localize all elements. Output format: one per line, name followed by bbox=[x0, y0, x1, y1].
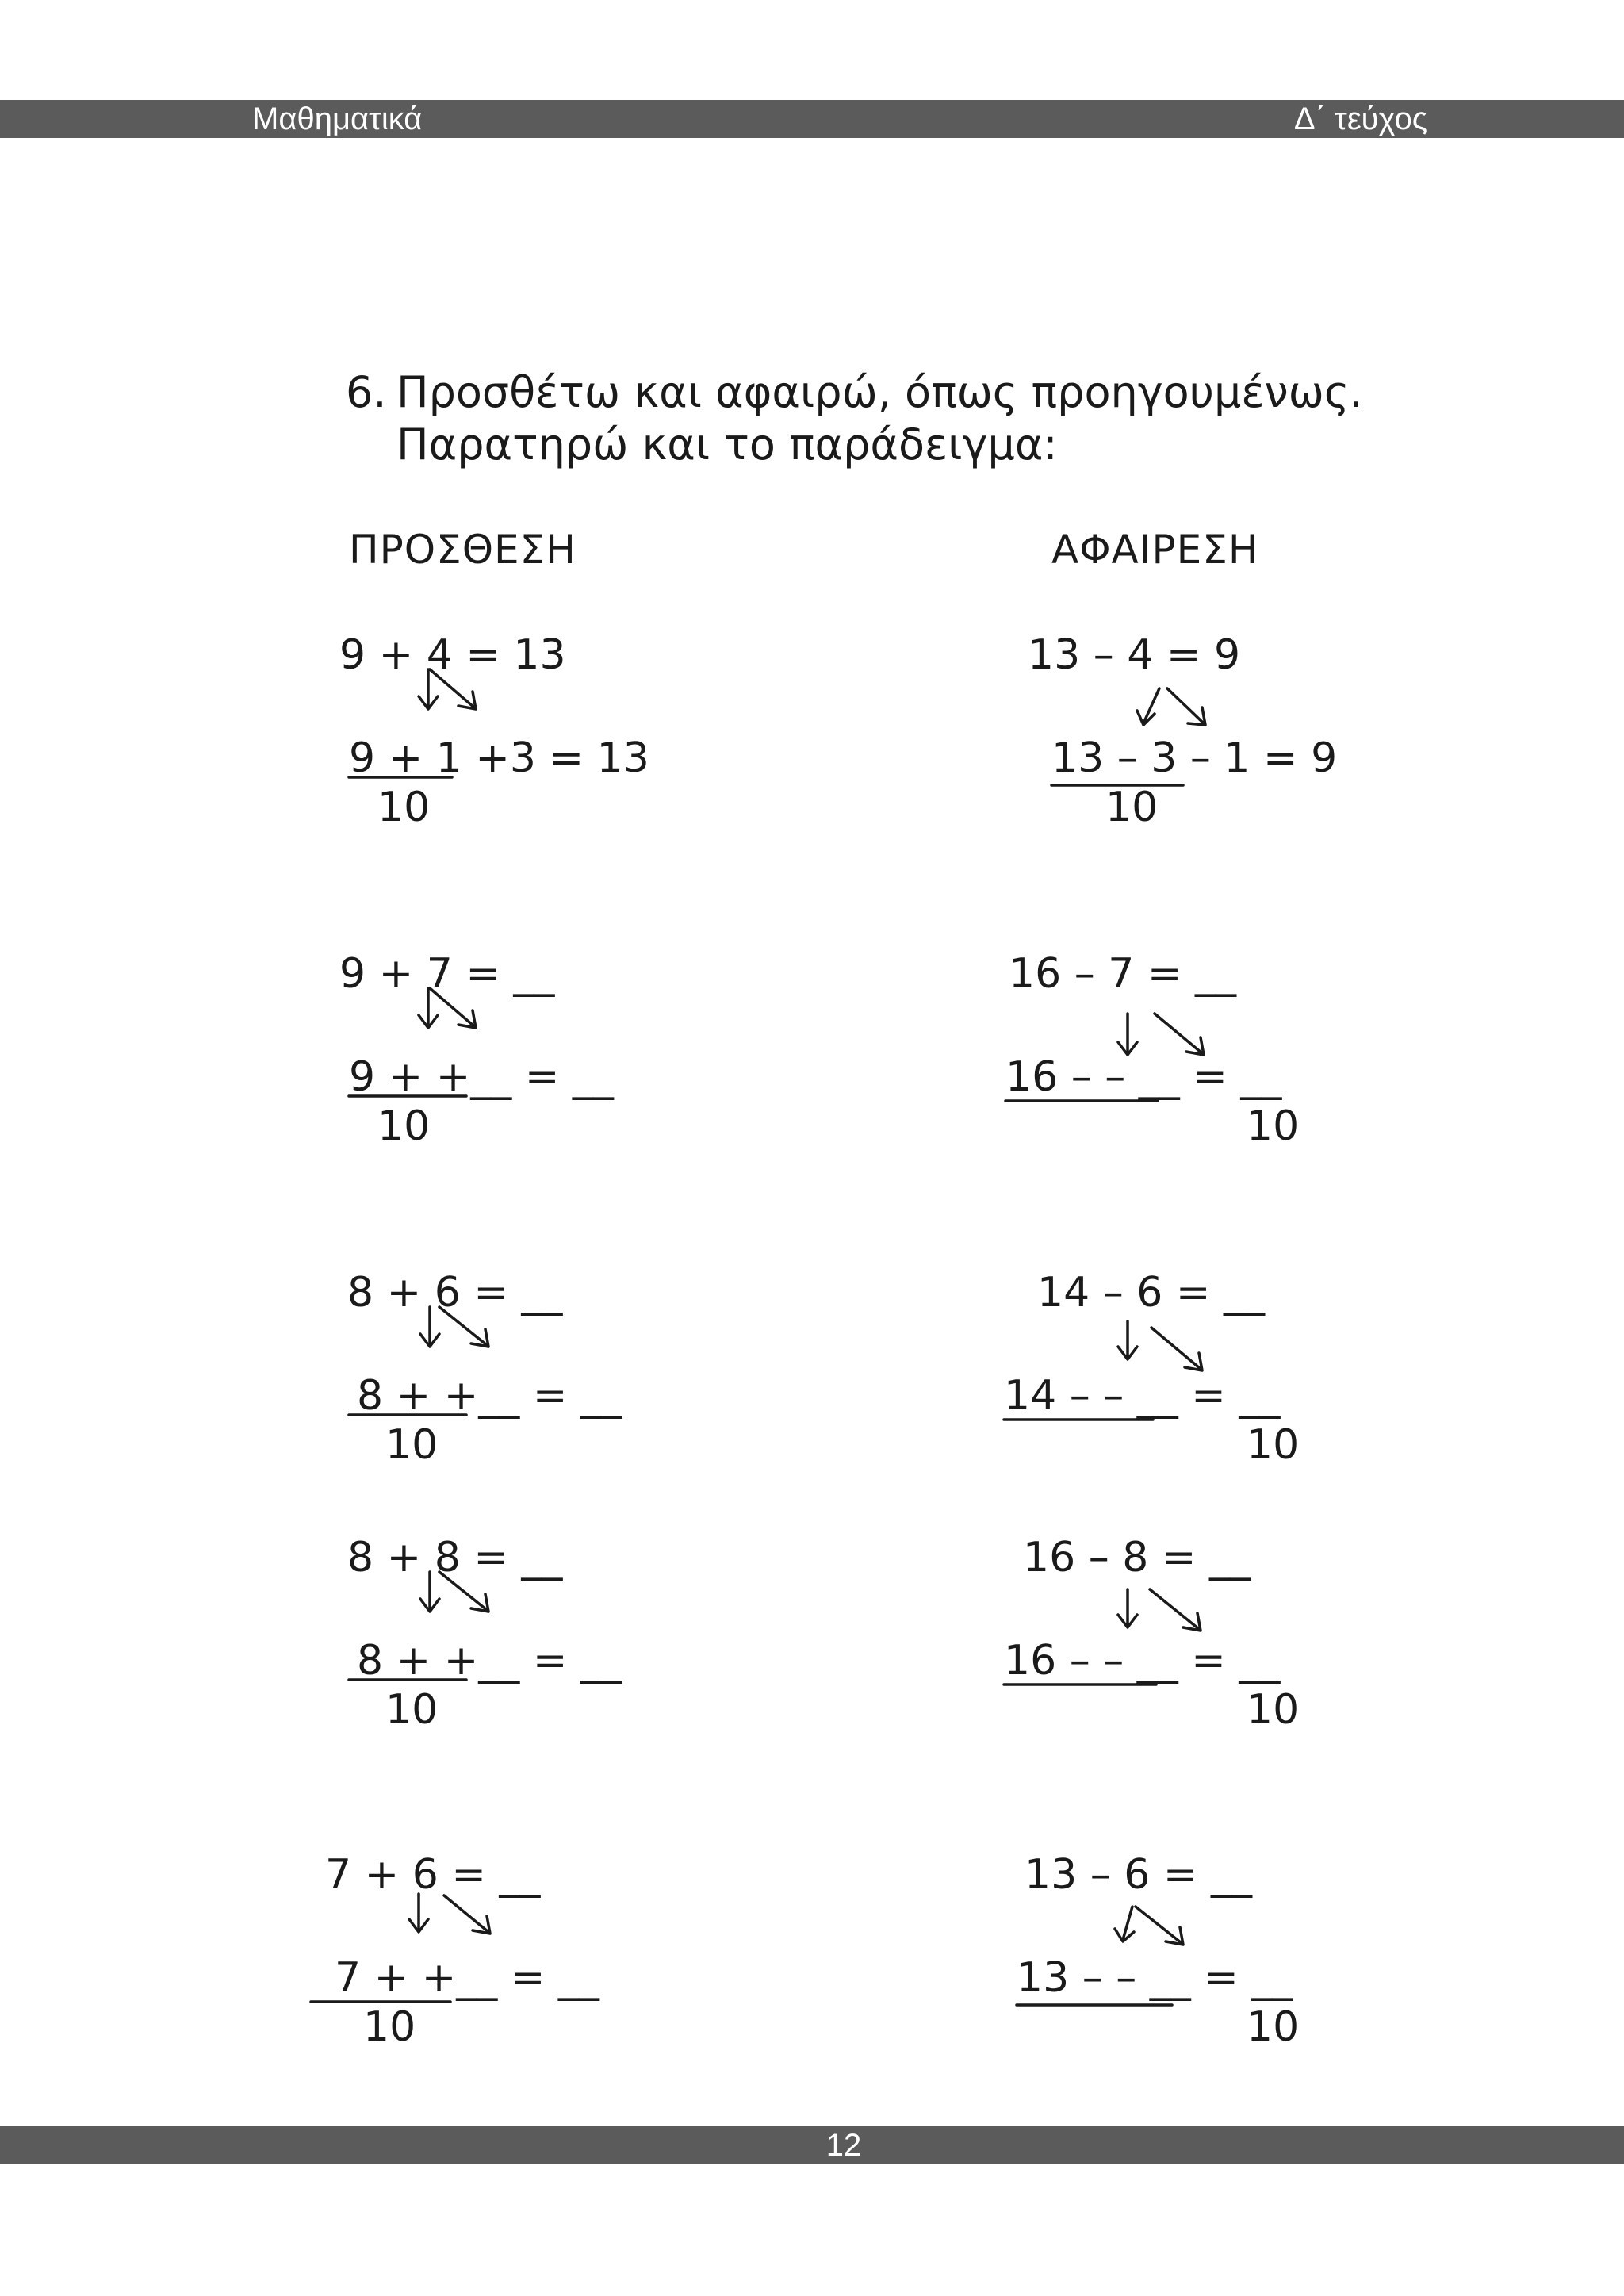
equation: 8 + 6 = __ bbox=[347, 1269, 563, 1317]
decomposition: 16 – – __ = __ bbox=[1004, 1637, 1281, 1685]
subtraction-exercise bbox=[1017, 1851, 1469, 2092]
decomposition: 13 – 3 – 1 = 9 bbox=[1051, 734, 1338, 782]
equation: 9 + 7 = __ bbox=[339, 950, 555, 998]
subtraction-exercise bbox=[1004, 1269, 1481, 1510]
instruction-line-1: Προσθέτω και αφαιρώ, όπως προηγουμένως. bbox=[396, 367, 1363, 417]
split-arrows bbox=[1025, 1851, 1469, 2092]
subtotal: 10 bbox=[363, 2003, 416, 2051]
footer-bar bbox=[0, 2126, 1624, 2164]
exercise-number: 6. bbox=[346, 367, 387, 417]
subtotal: 10 bbox=[1247, 1102, 1300, 1150]
issue-label: Δ΄ τεύχος bbox=[1293, 102, 1427, 136]
decomposition: 7 + +__ = __ bbox=[335, 1954, 599, 2002]
header-bar bbox=[0, 100, 1624, 138]
subtotal: 10 bbox=[1247, 1686, 1300, 1734]
equation: 9 + 4 = 13 bbox=[339, 631, 566, 679]
addition-exercise bbox=[339, 950, 783, 1191]
page-number: 12 bbox=[825, 2128, 862, 2163]
equation: 7 + 6 = __ bbox=[325, 1851, 541, 1899]
subtotal: 10 bbox=[385, 1421, 439, 1469]
equation: 16 – 7 = __ bbox=[1009, 950, 1236, 998]
addition-exercise bbox=[347, 1269, 791, 1510]
addition-exercise bbox=[347, 1534, 791, 1775]
subject-title: Μαθηματικά bbox=[252, 102, 423, 136]
subtraction-exercise bbox=[1005, 950, 1453, 1191]
instruction-line-2: Παρατηρώ και το παράδειγμα: bbox=[396, 420, 1058, 470]
decomposition: 8 + +__ = __ bbox=[357, 1637, 622, 1685]
decomposition: 14 – – __ = __ bbox=[1004, 1372, 1281, 1420]
equation: 14 – 6 = __ bbox=[1037, 1269, 1265, 1317]
equation: 13 – 4 = 9 bbox=[1028, 631, 1241, 679]
split-arrows bbox=[1009, 950, 1453, 1191]
subtotal: 10 bbox=[1247, 2003, 1300, 2051]
split-arrows bbox=[1028, 631, 1472, 872]
equation: 8 + 8 = __ bbox=[347, 1534, 563, 1581]
subtraction-example bbox=[1028, 631, 1472, 872]
addition-example bbox=[339, 631, 783, 872]
addition-heading: ΠΡΟΣΘΕΣΗ bbox=[349, 527, 576, 573]
subtotal: 10 bbox=[1105, 784, 1159, 831]
subtraction-heading: ΑΦΑΙΡΕΣΗ bbox=[1051, 527, 1259, 573]
split-arrows bbox=[1023, 1534, 1467, 1775]
split-arrows bbox=[347, 1269, 791, 1510]
subtotal: 10 bbox=[1247, 1421, 1300, 1469]
split-arrows bbox=[347, 1534, 791, 1775]
subtotal: 10 bbox=[377, 784, 431, 831]
equation: 13 – 6 = __ bbox=[1025, 1851, 1252, 1899]
equation: 16 – 8 = __ bbox=[1023, 1534, 1251, 1581]
decomposition: 16 – – __ = __ bbox=[1005, 1053, 1282, 1101]
subtraction-exercise bbox=[1004, 1534, 1467, 1775]
decomposition: 8 + +__ = __ bbox=[357, 1372, 622, 1420]
addition-exercise bbox=[325, 1851, 769, 2092]
decomposition: 13 – – __ = __ bbox=[1017, 1954, 1293, 2002]
split-arrows bbox=[325, 1851, 769, 2092]
split-arrows bbox=[1037, 1269, 1481, 1510]
decomposition: 9 + +__ = __ bbox=[349, 1053, 614, 1101]
subtotal: 10 bbox=[377, 1102, 431, 1150]
split-arrows bbox=[339, 950, 783, 1191]
subtotal: 10 bbox=[385, 1686, 439, 1734]
decomposition: 9 + 1 +3 = 13 bbox=[349, 734, 649, 782]
split-arrows bbox=[339, 631, 783, 872]
